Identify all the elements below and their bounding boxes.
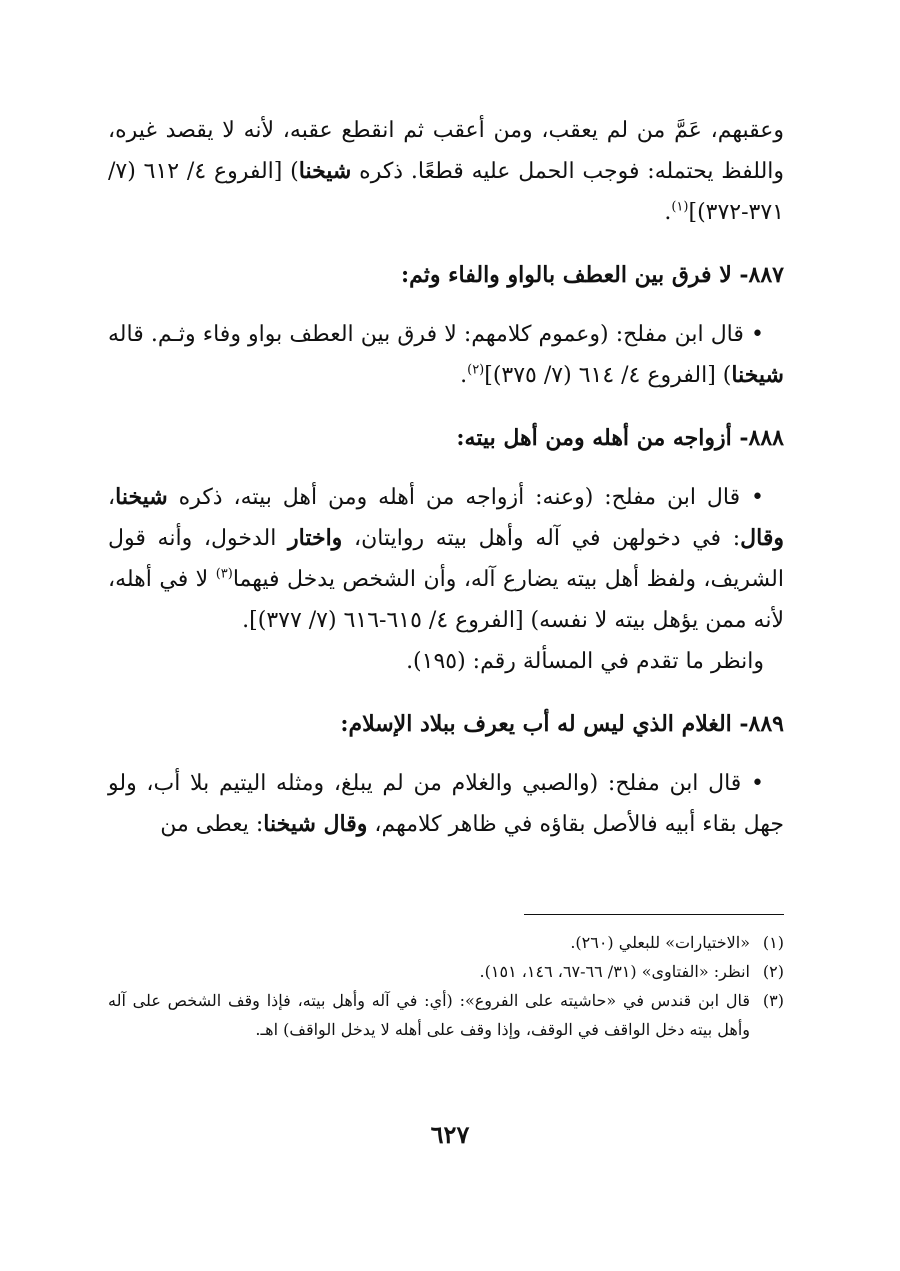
footnote-separator <box>524 914 784 915</box>
footnote-text: انظر: «الفتاوى» (٣١/ ٦٦-٦٧، ١٤٦، ١٥١). <box>479 962 750 981</box>
paragraph-888: • قال ابن مفلح: (وعنه: أزواجه من أهله ومن أهل بيته، ذكره شيخنا، وقال: في دخولهن في آله وأهل بيته روايتان، واختار الدخول، وأنه قول الشريف، ولفظ أهل بيته يضارع آله، وأن الشخص يدخل فيهما$^{(٣)}$ لا في أهله، لأنه ممن يؤهل بيته لا نفسه) [الفروع ٤/ ٦١٥-٦١٦ (٧/ ٣٧٧)]. <box>108 484 784 633</box>
footnote-number: (٢) <box>762 962 784 981</box>
footnote-ref-1[interactable]: (١) <box>671 199 689 215</box>
heading-888: ٨٨٨- أزواجه من أهله ومن أهل بيته: <box>456 425 784 451</box>
footnote-ref-3[interactable]: (٣) <box>215 566 233 582</box>
footnote-text: قال ابن قندس في «حاشيته على الفروع»: (أي: في آله وأهل بيته، فإذا وقف الشخص على آله وأهل بيته دخل الواقف في الوقف، وإذا وقف على أهله لا يدخل الواقف) اهـ. <box>108 991 750 1039</box>
footnote-2 <box>108 957 784 986</box>
footnote-text: «الاختيارات» للبعلي (٢٦٠). <box>570 933 750 952</box>
footnote-number: (١) <box>762 933 784 952</box>
footnote-1 <box>108 928 784 957</box>
page-number: ٦٢٧ <box>430 1120 470 1149</box>
paragraph-continued: وعقبهم، عَمَّ من لم يعقب، ومن أعقب ثم انقطع عقبه، لأنه لا يقصد غيره، واللفظ يحتمله: فوجب الحمل عليه قطعًا. ذكره شيخنا) [الفروع ٤/ ٦١٢ (٧/ ٣٧١-٣٧٢)]$^{(١)}$. <box>108 118 785 225</box>
footnotes <box>108 928 784 1044</box>
footnote-3 <box>108 986 784 1044</box>
heading-887: ٨٨٧- لا فرق بين العطف بالواو والفاء وثم: <box>401 262 784 288</box>
paragraph-887: • قال ابن مفلح: (وعموم كلامهم: لا فرق بين العطف بواو وفاء وثـم. قاله شيخنا) [الفروع ٤/ ٦١٤ (٧/ ٣٧٥)]$^{(٢)}$. <box>108 322 784 388</box>
main-text <box>108 110 784 845</box>
paragraph-889: • قال ابن مفلح: (والصبي والغلام من لم يبلغ، ومثله اليتيم بلا أب، ولو جهل بقاء أبيه فالأصل بقاؤه في ظاهر كلامهم، وقال شيخنا: يعطى من <box>108 771 784 837</box>
footnote-number: (٣) <box>762 991 784 1010</box>
heading-889: ٨٨٩- الغلام الذي ليس له أب يعرف ببلاد الإسلام: <box>340 711 784 737</box>
footnote-ref-2[interactable]: (٢) <box>467 362 485 378</box>
paragraph-888-see-also: وانظر ما تقدم في المسألة رقم: (١٩٥). <box>406 649 764 674</box>
